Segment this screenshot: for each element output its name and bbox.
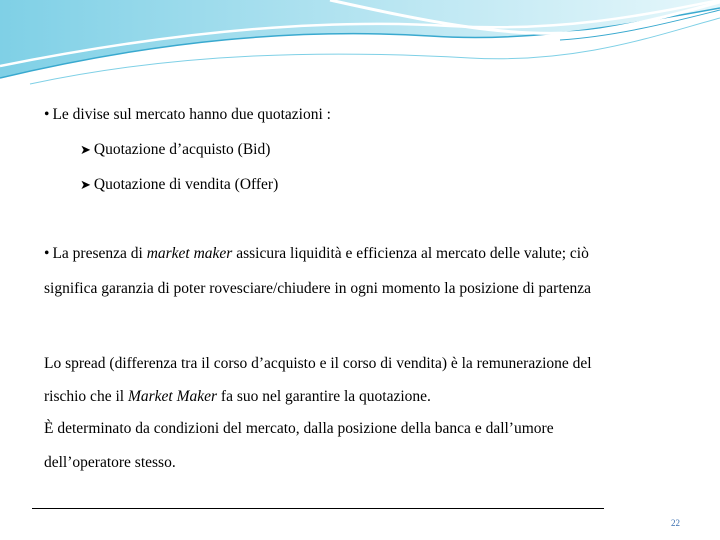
bullet-icon: •	[44, 245, 50, 262]
paragraph-text: dell’operatore stesso.	[44, 454, 176, 471]
footer-divider	[32, 508, 604, 509]
paragraph-text: Lo spread (differenza tra il corso d’acquisto e il corso di vendita) è la remunerazione del	[44, 355, 592, 372]
paragraph-text-pre: rischio che il	[44, 388, 128, 405]
bullet-text-post: assicura liquidità e efficienza al mercato delle valute; ciò	[232, 245, 589, 262]
bullet-icon: •	[44, 106, 50, 123]
bullet-text-pre: La presenza di	[52, 245, 147, 262]
paragraph-text: È determinato da condizioni del mercato, dalla posizione della banca e dall’umore	[44, 420, 554, 437]
bullet-text-em: market maker	[146, 245, 233, 262]
sub-item-text: Quotazione d’acquisto (Bid)	[93, 141, 271, 158]
paragraph-spread-line1	[44, 355, 592, 373]
bullet-market-maker	[44, 245, 589, 263]
bullet-text: Le divise sul mercato hanno due quotazioni :	[52, 106, 331, 123]
sub-item-bid	[80, 141, 270, 159]
page-number: 22	[671, 518, 680, 528]
paragraph-spread-line2	[44, 388, 431, 406]
paragraph-determinato-line1	[44, 420, 554, 438]
arrow-bullet-icon: ➤	[80, 143, 91, 158]
paragraph-text-em: Market Maker	[127, 388, 218, 405]
bullet-divise-quotazioni	[44, 106, 331, 124]
sub-item-offer	[80, 176, 278, 194]
paragraph-determinato-line2	[44, 454, 176, 472]
arrow-bullet-icon: ➤	[80, 178, 91, 193]
sub-item-text: Quotazione di vendita (Offer)	[93, 176, 279, 193]
paragraph-text-post: fa suo nel garantire la quotazione.	[217, 388, 431, 405]
bullet-market-maker-line2	[44, 280, 591, 298]
bullet-text: significa garanzia di poter rovesciare/chiudere in ogni momento la posizione di partenza	[44, 280, 592, 297]
